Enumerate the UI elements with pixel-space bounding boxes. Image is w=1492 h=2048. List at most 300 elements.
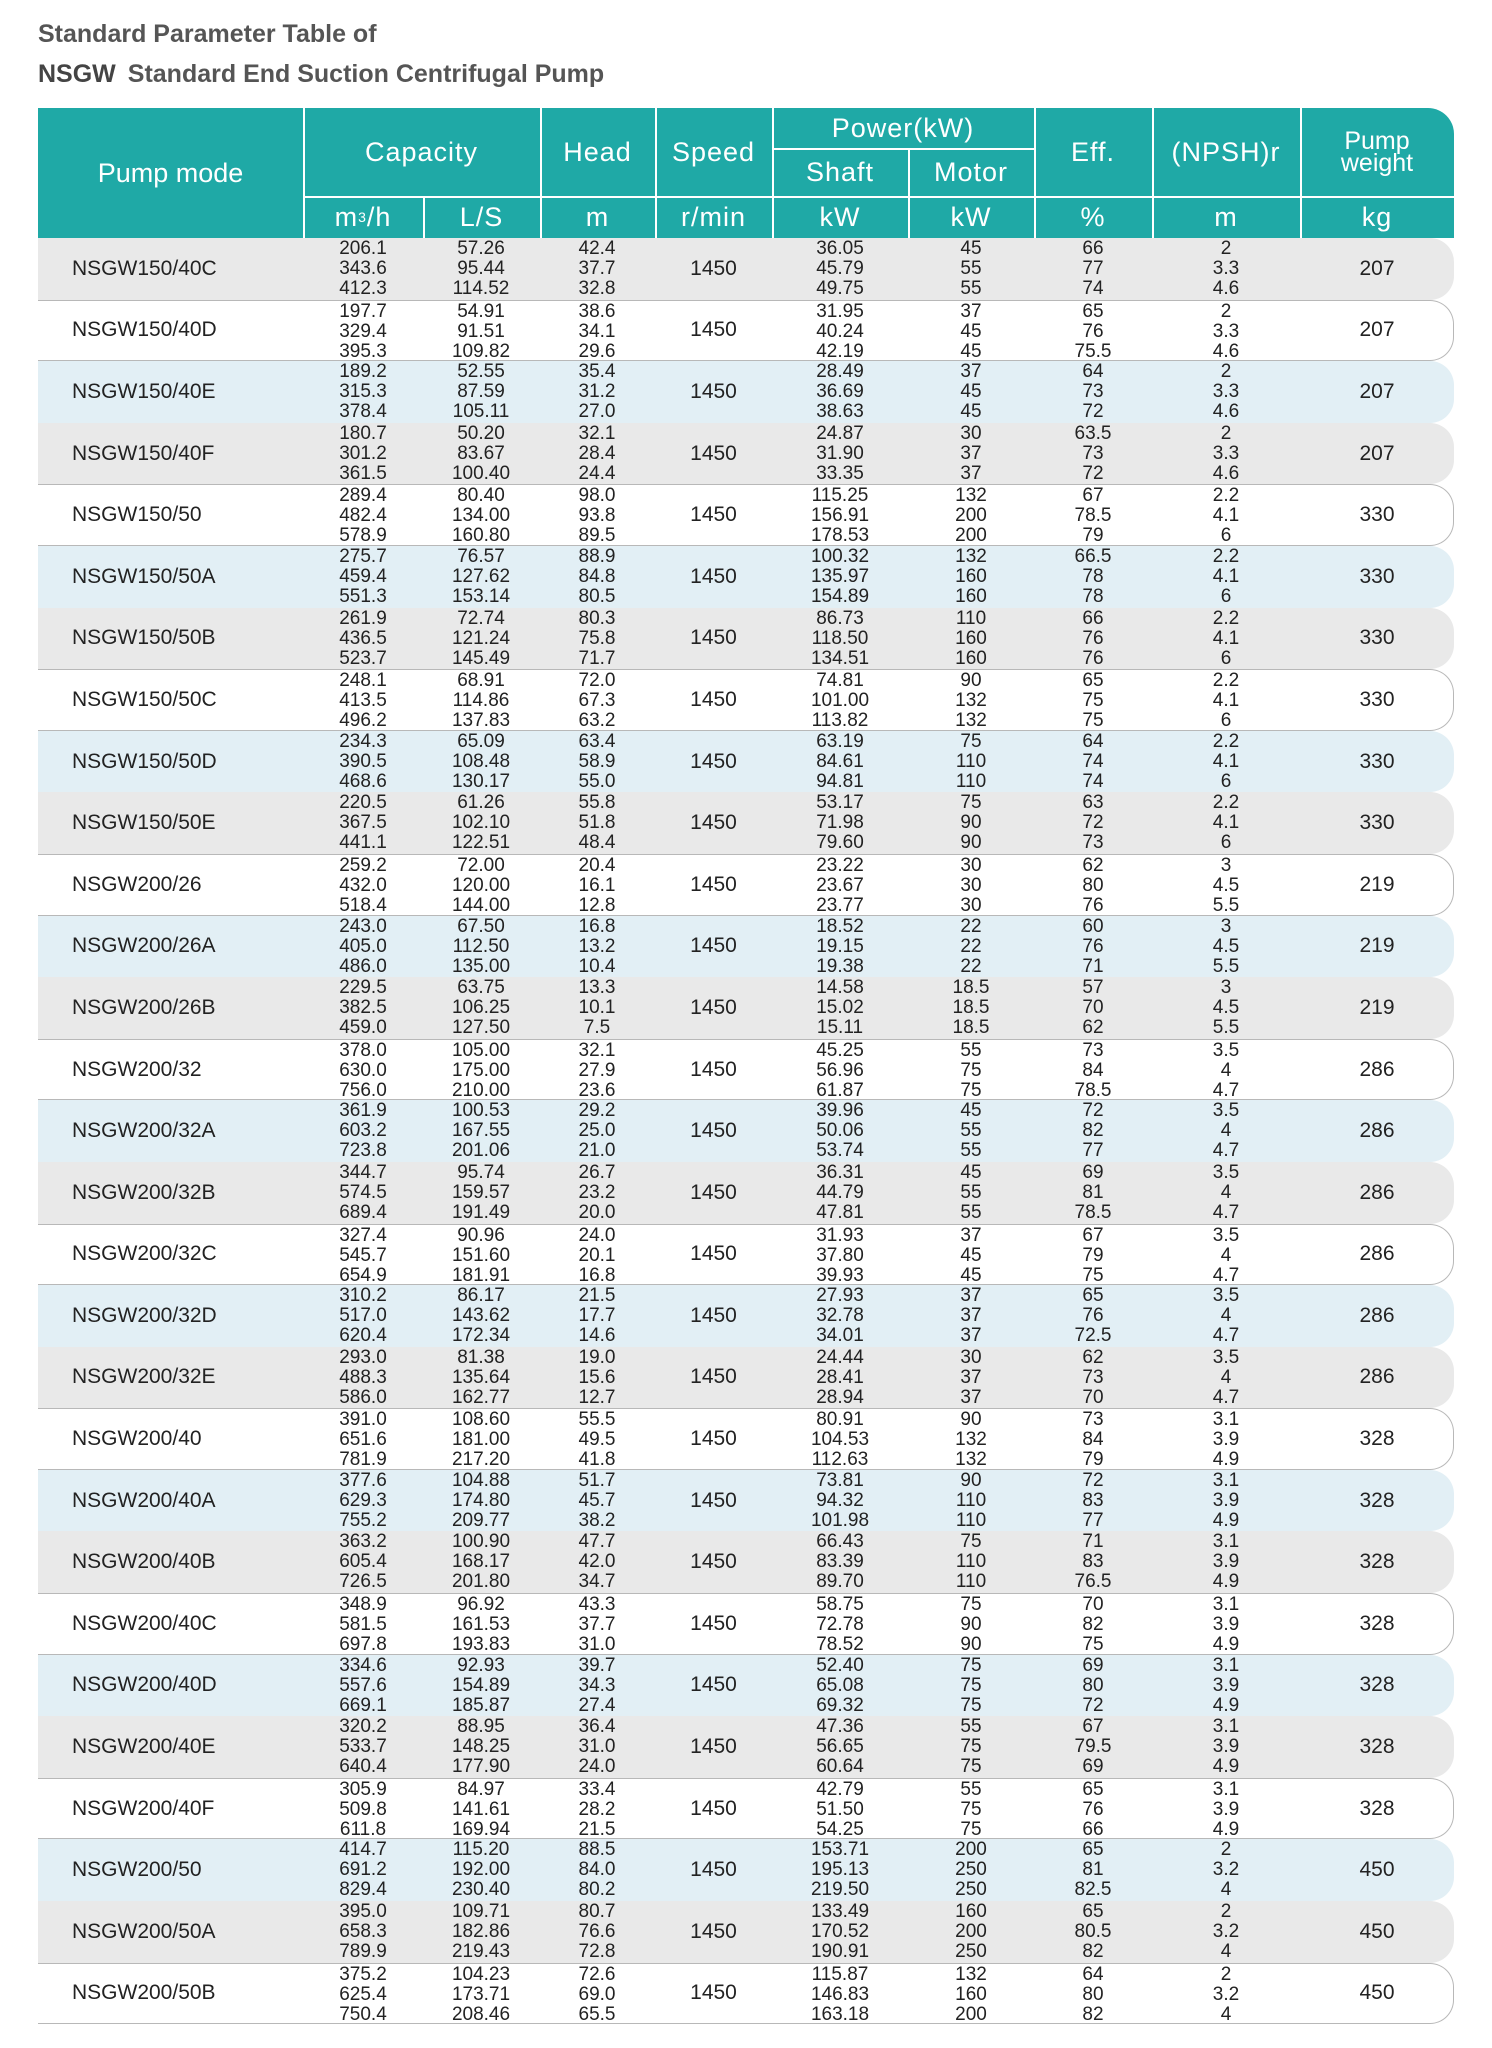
cell-npsh-value: 4.1 bbox=[1212, 505, 1240, 527]
cell-npsh bbox=[1166, 917, 1286, 977]
cell-capacity-m3h-value: 189.2 bbox=[339, 361, 387, 383]
cell-shaft-power-value: 154.89 bbox=[810, 585, 870, 607]
cell-eff-value: 72 bbox=[1082, 1100, 1104, 1122]
cell-capacity-ls bbox=[421, 1595, 541, 1655]
cell-head-value: 25.0 bbox=[578, 1120, 616, 1142]
cell-pump-weight: 330 bbox=[1359, 626, 1395, 650]
cell-capacity-m3h-value: 275.7 bbox=[339, 545, 387, 567]
cell-head-value: 98.0 bbox=[578, 485, 616, 507]
cell-head-value: 27.0 bbox=[578, 401, 616, 423]
cell-head-value: 75.8 bbox=[578, 627, 616, 649]
cell-capacity-ls-value: 120.00 bbox=[451, 874, 511, 896]
cell-head bbox=[537, 1163, 657, 1223]
cell-capacity-ls-value: 104.88 bbox=[451, 1469, 511, 1491]
cell-capacity-m3h-value: 289.4 bbox=[339, 485, 387, 507]
cell-eff bbox=[1033, 978, 1153, 1038]
cell-eff bbox=[1033, 793, 1153, 853]
cell-capacity-m3h-value: 405.0 bbox=[339, 935, 387, 957]
cell-speed: 1450 bbox=[690, 1919, 737, 1943]
cell-head-value: 72.6 bbox=[578, 1963, 616, 1985]
cell-motor-power bbox=[911, 1286, 1031, 1346]
cell-head-value: 65.5 bbox=[578, 2003, 616, 2025]
cell-motor-power bbox=[911, 793, 1031, 853]
cell-head-value: 42.0 bbox=[578, 1551, 616, 1573]
cell-eff bbox=[1033, 239, 1153, 299]
cell-npsh bbox=[1166, 1595, 1286, 1655]
cell-shaft-power-value: 153.71 bbox=[810, 1839, 870, 1861]
cell-motor-power bbox=[911, 1471, 1031, 1531]
cell-eff-value: 76.5 bbox=[1074, 1571, 1112, 1593]
table-row bbox=[38, 1839, 1454, 1901]
cell-head-value: 37.7 bbox=[578, 1614, 616, 1636]
cell-speed: 1450 bbox=[690, 1242, 737, 1266]
cell-pump-model: NSGW150/50D bbox=[72, 749, 217, 773]
cell-capacity-m3h-value: 220.5 bbox=[339, 792, 387, 814]
cell-capacity-m3h-value: 781.9 bbox=[339, 1449, 387, 1471]
cell-eff-value: 79.5 bbox=[1074, 1736, 1112, 1758]
cell-capacity-m3h-value: 390.5 bbox=[339, 750, 387, 772]
cell-head-value: 32.1 bbox=[578, 1039, 616, 1061]
cell-capacity-ls-value: 159.57 bbox=[451, 1181, 511, 1203]
cell-head-value: 55.5 bbox=[578, 1409, 616, 1431]
cell-head bbox=[537, 1471, 657, 1531]
cell-motor-power-value: 55 bbox=[960, 1778, 982, 1800]
cell-motor-power-value: 75 bbox=[960, 1756, 982, 1778]
cell-head-value: 20.1 bbox=[578, 1244, 616, 1266]
cell-head-value: 51.8 bbox=[578, 812, 616, 834]
cell-shaft-power-value: 118.50 bbox=[811, 627, 869, 649]
cell-capacity-m3h bbox=[303, 1717, 423, 1777]
cell-motor-power-value: 55 bbox=[960, 1140, 982, 1162]
cell-capacity-m3h bbox=[303, 793, 423, 853]
cell-eff-value: 78.5 bbox=[1074, 1079, 1112, 1101]
cell-head-value: 16.8 bbox=[578, 1264, 616, 1286]
cell-capacity-m3h-value: 496.2 bbox=[339, 710, 387, 732]
cell-motor-power-value: 55 bbox=[960, 1201, 982, 1223]
cell-pump-weight: 328 bbox=[1359, 1427, 1395, 1451]
cell-capacity-m3h-value: 518.4 bbox=[339, 894, 387, 916]
cell-eff-value: 80 bbox=[1082, 1674, 1104, 1696]
cell-capacity-ls bbox=[421, 302, 541, 362]
cell-motor-power-value: 75 bbox=[960, 1674, 982, 1696]
cell-shaft-power-value: 45.25 bbox=[816, 1039, 864, 1061]
title-subtitle: Standard End Suction Centrifugal Pump bbox=[127, 60, 605, 88]
cell-speed: 1450 bbox=[690, 1611, 737, 1635]
cell-motor-power-value: 55 bbox=[960, 1181, 982, 1203]
cell-motor-power-value: 160 bbox=[955, 1901, 987, 1923]
cell-capacity-ls-value: 127.62 bbox=[451, 565, 511, 587]
cell-capacity-m3h-value: 509.8 bbox=[339, 1798, 387, 1820]
cell-motor-power-value: 18.5 bbox=[952, 1017, 990, 1039]
cell-capacity-m3h-value: 557.6 bbox=[339, 1674, 387, 1696]
cell-npsh-value: 3.5 bbox=[1212, 1224, 1240, 1246]
cell-capacity-ls-value: 169.94 bbox=[451, 1818, 511, 1840]
cell-head-value: 80.7 bbox=[578, 1901, 616, 1923]
cell-eff-value: 66 bbox=[1082, 238, 1104, 259]
cell-motor-power-value: 160 bbox=[955, 1983, 987, 2005]
cell-speed: 1450 bbox=[690, 564, 737, 588]
cell-capacity-ls-value: 87.59 bbox=[457, 381, 505, 403]
cell-capacity-m3h-value: 363.2 bbox=[339, 1531, 387, 1553]
cell-capacity-ls-value: 122.51 bbox=[451, 832, 511, 854]
cell-shaft-power-value: 94.81 bbox=[816, 770, 864, 792]
title-line-1: Standard Parameter Table of bbox=[38, 20, 377, 48]
cell-npsh-value: 4.7 bbox=[1212, 1079, 1240, 1101]
cell-head-value: 27.4 bbox=[578, 1694, 616, 1716]
cell-eff-value: 76 bbox=[1082, 1305, 1104, 1327]
cell-shaft-power-value: 112.63 bbox=[811, 1449, 869, 1471]
cell-capacity-m3h-value: 486.0 bbox=[339, 955, 387, 977]
cell-capacity-m3h-value: 630.0 bbox=[339, 1059, 387, 1081]
cell-eff-value: 67 bbox=[1082, 1716, 1104, 1738]
cell-npsh-value: 4.5 bbox=[1212, 874, 1240, 896]
cell-npsh-value: 3.3 bbox=[1212, 442, 1240, 464]
cell-npsh-value: 4 bbox=[1220, 1941, 1232, 1963]
cell-npsh bbox=[1166, 1840, 1286, 1900]
cell-shaft-power bbox=[780, 1717, 900, 1777]
cell-eff bbox=[1033, 1348, 1153, 1408]
cell-shaft-power bbox=[780, 1902, 900, 1962]
cell-eff-value: 72 bbox=[1082, 401, 1104, 423]
cell-shaft-power-value: 65.08 bbox=[816, 1674, 864, 1696]
cell-capacity-ls-value: 86.17 bbox=[457, 1285, 505, 1307]
cell-motor-power bbox=[911, 1965, 1031, 2025]
cell-shaft-power-value: 31.90 bbox=[816, 442, 864, 464]
cell-motor-power-value: 45 bbox=[960, 238, 982, 259]
cell-motor-power-value: 90 bbox=[960, 1634, 982, 1656]
cell-head-value: 27.9 bbox=[578, 1059, 616, 1081]
cell-motor-power-value: 90 bbox=[960, 1614, 982, 1636]
cell-pump-weight: 330 bbox=[1359, 503, 1395, 527]
cell-npsh-value: 4.1 bbox=[1212, 627, 1240, 649]
cell-shaft-power-value: 56.96 bbox=[816, 1059, 864, 1081]
cell-pump-model: NSGW200/50 bbox=[72, 1858, 202, 1882]
cell-motor-power-value: 30 bbox=[960, 1346, 982, 1368]
cell-npsh-value: 3.9 bbox=[1212, 1736, 1240, 1758]
cell-shaft-power-value: 63.19 bbox=[816, 730, 864, 752]
cell-shaft-power-value: 74.81 bbox=[816, 670, 864, 692]
cell-npsh-value: 4.9 bbox=[1212, 1756, 1240, 1778]
cell-shaft-power-value: 33.35 bbox=[816, 462, 864, 484]
cell-capacity-m3h bbox=[303, 1410, 423, 1470]
cell-npsh-value: 6 bbox=[1220, 647, 1232, 669]
cell-motor-power bbox=[911, 239, 1031, 299]
cell-eff bbox=[1033, 917, 1153, 977]
cell-shaft-power-value: 39.93 bbox=[816, 1264, 864, 1286]
cell-shaft-power-value: 31.95 bbox=[816, 300, 864, 322]
cell-motor-power-value: 250 bbox=[955, 1879, 987, 1901]
cell-capacity-m3h-value: 344.7 bbox=[339, 1161, 387, 1183]
cell-npsh-value: 4.1 bbox=[1212, 565, 1240, 587]
cell-head-value: 32.8 bbox=[578, 278, 616, 299]
cell-npsh-value: 4.6 bbox=[1212, 401, 1240, 423]
cell-capacity-ls-value: 201.80 bbox=[451, 1571, 511, 1593]
cell-head bbox=[537, 793, 657, 853]
cell-capacity-m3h-value: 361.9 bbox=[339, 1100, 387, 1122]
cell-pump-model: NSGW150/50A bbox=[72, 564, 216, 588]
cell-capacity-ls-value: 208.46 bbox=[451, 2003, 511, 2025]
cell-capacity-ls-value: 100.53 bbox=[451, 1100, 511, 1122]
cell-motor-power-value: 55 bbox=[960, 258, 982, 279]
cell-capacity-ls-value: 109.71 bbox=[451, 1901, 511, 1923]
cell-capacity-ls-value: 100.40 bbox=[451, 462, 511, 484]
cell-capacity-m3h-value: 395.0 bbox=[339, 1901, 387, 1923]
cell-eff-value: 72 bbox=[1082, 812, 1104, 834]
cell-motor-power-value: 37 bbox=[960, 462, 982, 484]
header-pump-weight-line2: weight bbox=[1340, 149, 1414, 177]
cell-eff-value: 65 bbox=[1082, 1778, 1104, 1800]
cell-motor-power-value: 37 bbox=[960, 1285, 982, 1307]
cell-eff bbox=[1033, 1965, 1153, 2025]
cell-capacity-ls-value: 167.55 bbox=[451, 1120, 511, 1142]
cell-eff-value: 75 bbox=[1082, 710, 1104, 732]
cell-shaft-power-value: 19.15 bbox=[816, 935, 864, 957]
cell-head bbox=[537, 1101, 657, 1161]
cell-eff bbox=[1033, 1286, 1153, 1346]
cell-pump-weight: 328 bbox=[1359, 1673, 1395, 1697]
cell-capacity-ls-value: 173.71 bbox=[451, 1983, 511, 2005]
cell-head-value: 76.6 bbox=[578, 1921, 616, 1943]
cell-head-value: 21.0 bbox=[578, 1140, 616, 1162]
cell-pump-model: NSGW200/40E bbox=[72, 1735, 216, 1759]
cell-capacity-m3h-value: 248.1 bbox=[339, 670, 387, 692]
table-row bbox=[38, 792, 1454, 854]
cell-head bbox=[537, 1041, 657, 1101]
cell-eff bbox=[1033, 486, 1153, 546]
cell-head bbox=[537, 424, 657, 484]
cell-pump-model: NSGW200/26 bbox=[72, 872, 202, 896]
cell-motor-power-value: 75 bbox=[960, 792, 982, 814]
cell-speed: 1450 bbox=[690, 1427, 737, 1451]
cell-pump-weight: 328 bbox=[1359, 1488, 1395, 1512]
cell-pump-model: NSGW200/32E bbox=[72, 1365, 216, 1389]
cell-eff-value: 77 bbox=[1082, 258, 1104, 279]
cell-motor-power-value: 30 bbox=[960, 874, 982, 896]
cell-head bbox=[537, 856, 657, 916]
cell-shaft-power-value: 42.79 bbox=[816, 1778, 864, 1800]
cell-motor-power-value: 75 bbox=[960, 1798, 982, 1820]
cell-shaft-power bbox=[780, 302, 900, 362]
cell-shaft-power-value: 58.75 bbox=[816, 1594, 864, 1616]
cell-npsh-value: 4.9 bbox=[1212, 1818, 1240, 1840]
cell-capacity-m3h-value: 441.1 bbox=[339, 832, 387, 854]
cell-capacity-m3h bbox=[303, 547, 423, 607]
cell-npsh-value: 4.6 bbox=[1212, 340, 1240, 362]
cell-capacity-m3h bbox=[303, 424, 423, 484]
cell-shaft-power bbox=[780, 1532, 900, 1592]
cell-speed: 1450 bbox=[690, 749, 737, 773]
cell-pump-weight: 207 bbox=[1359, 441, 1395, 465]
cell-shaft-power bbox=[780, 671, 900, 731]
cell-capacity-ls-value: 112.50 bbox=[452, 935, 510, 957]
cell-capacity-m3h bbox=[303, 1348, 423, 1408]
cell-shaft-power-value: 146.83 bbox=[810, 1983, 870, 2005]
cell-shaft-power-value: 37.80 bbox=[816, 1244, 864, 1266]
table-header bbox=[38, 108, 1454, 238]
cell-pump-model: NSGW150/40F bbox=[72, 441, 215, 465]
cell-eff-value: 81 bbox=[1082, 1181, 1104, 1203]
cell-motor-power-value: 37 bbox=[960, 442, 982, 464]
cell-npsh-value: 5.5 bbox=[1212, 955, 1240, 977]
cell-head-value: 49.5 bbox=[578, 1429, 616, 1451]
cell-pump-weight: 286 bbox=[1359, 1303, 1395, 1327]
cell-shaft-power bbox=[780, 547, 900, 607]
cell-capacity-ls-value: 95.44 bbox=[457, 258, 505, 279]
cell-shaft-power-value: 71.98 bbox=[816, 812, 864, 834]
cell-npsh bbox=[1166, 1101, 1286, 1161]
cell-head-value: 29.2 bbox=[578, 1100, 616, 1122]
cell-pump-model: NSGW200/40F bbox=[72, 1796, 215, 1820]
cell-pump-model: NSGW150/50C bbox=[72, 687, 217, 711]
cell-capacity-m3h-value: 578.9 bbox=[339, 525, 387, 547]
cell-eff-value: 77 bbox=[1082, 1140, 1104, 1162]
cell-capacity-m3h bbox=[303, 1656, 423, 1716]
cell-shaft-power bbox=[780, 1780, 900, 1840]
cell-head-value: 33.4 bbox=[578, 1778, 616, 1800]
cell-npsh bbox=[1166, 732, 1286, 792]
cell-head-value: 80.2 bbox=[578, 1879, 616, 1901]
cell-capacity-m3h-value: 651.6 bbox=[339, 1429, 387, 1451]
unit-eff: % bbox=[1080, 201, 1106, 232]
cell-shaft-power-value: 195.13 bbox=[810, 1859, 870, 1881]
cell-capacity-ls bbox=[421, 486, 541, 546]
cell-head-value: 15.6 bbox=[578, 1366, 616, 1388]
cell-capacity-m3h bbox=[303, 671, 423, 731]
cell-motor-power-value: 90 bbox=[960, 1469, 982, 1491]
cell-eff-value: 62 bbox=[1082, 1017, 1104, 1039]
cell-speed: 1450 bbox=[690, 1858, 737, 1882]
cell-shaft-power-value: 38.63 bbox=[816, 401, 864, 423]
cell-capacity-m3h-value: 603.2 bbox=[339, 1120, 387, 1142]
cell-eff bbox=[1033, 1101, 1153, 1161]
table-row bbox=[38, 361, 1454, 423]
cell-capacity-m3h-value: 640.4 bbox=[339, 1756, 387, 1778]
cell-capacity-ls-value: 50.20 bbox=[457, 422, 505, 444]
cell-capacity-m3h-value: 378.0 bbox=[339, 1039, 387, 1061]
cell-pump-weight: 219 bbox=[1359, 934, 1395, 958]
cell-eff bbox=[1033, 1780, 1153, 1840]
cell-shaft-power-value: 51.50 bbox=[816, 1798, 864, 1820]
cell-motor-power bbox=[911, 1348, 1031, 1408]
cell-speed: 1450 bbox=[690, 872, 737, 896]
cell-pump-weight: 328 bbox=[1359, 1735, 1395, 1759]
cell-capacity-m3h-value: 259.2 bbox=[339, 854, 387, 876]
cell-capacity-m3h-value: 629.3 bbox=[339, 1489, 387, 1511]
cell-capacity-m3h-value: 756.0 bbox=[339, 1079, 387, 1101]
cell-capacity-ls-value: 114.86 bbox=[452, 690, 510, 712]
cell-eff-value: 69 bbox=[1082, 1161, 1104, 1183]
cell-head-value: 36.4 bbox=[578, 1716, 616, 1738]
cell-npsh-value: 3.5 bbox=[1212, 1100, 1240, 1122]
table-row bbox=[38, 1408, 1454, 1470]
cell-eff-value: 76 bbox=[1082, 320, 1104, 342]
table-row bbox=[38, 731, 1454, 793]
cell-shaft-power-value: 28.49 bbox=[816, 361, 864, 383]
cell-npsh bbox=[1166, 671, 1286, 731]
cell-eff-value: 69 bbox=[1082, 1654, 1104, 1676]
cell-capacity-ls bbox=[421, 1840, 541, 1900]
cell-head-value: 24.0 bbox=[578, 1224, 616, 1246]
cell-capacity-m3h-value: 620.4 bbox=[339, 1325, 387, 1347]
cell-eff-value: 79 bbox=[1082, 1244, 1104, 1266]
cell-motor-power-value: 132 bbox=[955, 1449, 987, 1471]
cell-eff-value: 64 bbox=[1082, 361, 1104, 383]
cell-motor-power bbox=[911, 1101, 1031, 1161]
cell-npsh-value: 2 bbox=[1220, 238, 1232, 259]
cell-speed: 1450 bbox=[690, 811, 737, 835]
cell-head bbox=[537, 1226, 657, 1286]
cell-pump-weight: 328 bbox=[1359, 1550, 1395, 1574]
cell-shaft-power bbox=[780, 732, 900, 792]
cell-head bbox=[537, 486, 657, 546]
cell-head-value: 63.4 bbox=[578, 730, 616, 752]
cell-npsh-value: 4.7 bbox=[1212, 1140, 1240, 1162]
cell-capacity-ls bbox=[421, 1041, 541, 1101]
cell-capacity-ls-value: 137.83 bbox=[451, 710, 511, 732]
cell-npsh-value: 3.9 bbox=[1212, 1551, 1240, 1573]
cell-npsh-value: 4.7 bbox=[1212, 1264, 1240, 1286]
cell-npsh-value: 6 bbox=[1220, 770, 1232, 792]
cell-head-value: 31.0 bbox=[578, 1736, 616, 1758]
cell-capacity-m3h bbox=[303, 362, 423, 422]
table-row bbox=[38, 1531, 1454, 1593]
cell-eff-value: 63 bbox=[1082, 792, 1104, 814]
cell-speed: 1450 bbox=[690, 1673, 737, 1697]
cell-npsh-value: 3 bbox=[1220, 977, 1232, 999]
cell-capacity-ls-value: 191.49 bbox=[451, 1201, 511, 1223]
cell-capacity-ls bbox=[421, 1410, 541, 1470]
cell-motor-power-value: 22 bbox=[960, 915, 982, 937]
cell-head-value: 80.3 bbox=[578, 607, 616, 629]
cell-speed: 1450 bbox=[690, 441, 737, 465]
cell-capacity-m3h bbox=[303, 1595, 423, 1655]
cell-capacity-m3h bbox=[303, 1780, 423, 1840]
unit-ls: L/S bbox=[459, 201, 504, 232]
cell-head-value: 71.7 bbox=[578, 647, 616, 669]
cell-motor-power-value: 37 bbox=[960, 1366, 982, 1388]
header-speed: Speed bbox=[671, 136, 756, 167]
cell-capacity-m3h-value: 654.9 bbox=[339, 1264, 387, 1286]
cell-head bbox=[537, 609, 657, 669]
cell-shaft-power-value: 28.94 bbox=[816, 1386, 864, 1408]
cell-eff bbox=[1033, 1471, 1153, 1531]
cell-motor-power-value: 30 bbox=[960, 422, 982, 444]
cell-motor-power bbox=[911, 1410, 1031, 1470]
cell-capacity-ls-value: 109.82 bbox=[451, 340, 511, 362]
cell-pump-weight: 286 bbox=[1359, 1242, 1395, 1266]
cell-capacity-ls-value: 172.34 bbox=[451, 1325, 511, 1347]
cell-capacity-m3h bbox=[303, 978, 423, 1038]
cell-eff-value: 69 bbox=[1082, 1756, 1104, 1778]
header-pump-weight bbox=[1300, 108, 1454, 196]
cell-capacity-m3h-value: 551.3 bbox=[339, 585, 387, 607]
cell-head-value: 13.2 bbox=[578, 935, 616, 957]
cell-eff-value: 76 bbox=[1082, 627, 1104, 649]
cell-head-value: 10.1 bbox=[578, 997, 616, 1019]
cell-capacity-m3h-value: 243.0 bbox=[339, 915, 387, 937]
cell-capacity-m3h bbox=[303, 1041, 423, 1101]
cell-npsh bbox=[1166, 547, 1286, 607]
document-title bbox=[38, 14, 604, 94]
cell-head-value: 63.2 bbox=[578, 710, 616, 732]
cell-npsh-value: 3.5 bbox=[1212, 1161, 1240, 1183]
cell-shaft-power bbox=[780, 1101, 900, 1161]
cell-npsh-value: 4 bbox=[1220, 1366, 1232, 1388]
cell-npsh-value: 4.7 bbox=[1212, 1386, 1240, 1408]
cell-capacity-m3h-value: 459.0 bbox=[339, 1017, 387, 1039]
cell-capacity-ls-value: 108.60 bbox=[451, 1409, 511, 1431]
cell-npsh-value: 2 bbox=[1220, 1901, 1232, 1923]
